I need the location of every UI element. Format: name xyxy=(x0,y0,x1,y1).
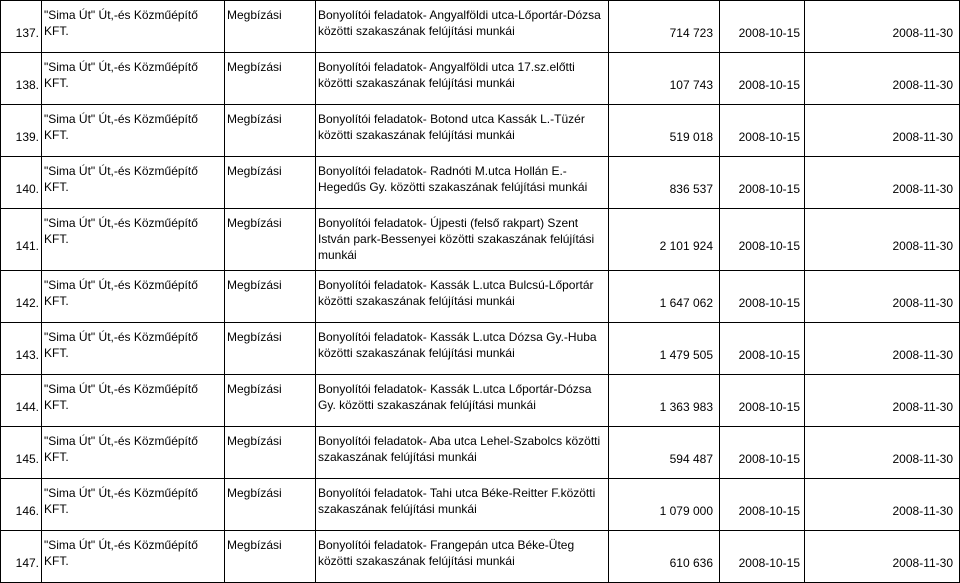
end-date: 2008-11-30 xyxy=(892,181,953,196)
contractor-name: "Sima Út" Út,-és Közműépítő KFT. xyxy=(42,323,225,375)
row-number: 147. xyxy=(15,555,39,570)
contract-description: Bonyolítói feladatok- Kassák L.utca Dózsa Gy.-Huba közötti szakaszának felújítási munkái xyxy=(316,323,609,375)
start-date: 2008-10-15 xyxy=(738,555,800,570)
table-row xyxy=(1,323,960,375)
contract-description: Bonyolítói feladatok- Angyalföldi utca 17.sz.előtti közötti szakaszának felújítási munkái xyxy=(316,53,609,105)
start-date: 2008-10-15 xyxy=(738,238,800,253)
contract-type: Megbízási xyxy=(225,323,316,375)
row-number: 144. xyxy=(15,399,39,414)
contractor-name: "Sima Út" Út,-és Közműépítő KFT. xyxy=(42,1,225,53)
table-row xyxy=(1,105,960,157)
end-date: 2008-11-30 xyxy=(892,238,953,253)
row-number: 142. xyxy=(15,295,39,310)
start-date: 2008-10-15 xyxy=(738,129,800,144)
row-number: 146. xyxy=(15,503,39,518)
contractor-name: "Sima Út" Út,-és Közműépítő KFT. xyxy=(42,375,225,427)
contractor-name: "Sima Út" Út,-és Közműépítő KFT. xyxy=(42,105,225,157)
contract-type: Megbízási xyxy=(225,53,316,105)
contract-amount: 594 487 xyxy=(669,451,713,466)
table-row xyxy=(1,375,960,427)
contractor-name: "Sima Út" Út,-és Közműépítő KFT. xyxy=(42,531,225,583)
contract-type: Megbízási xyxy=(225,531,316,583)
row-number: 145. xyxy=(15,451,39,466)
contract-amount: 714 723 xyxy=(669,25,713,40)
table-row xyxy=(1,157,960,209)
contract-type: Megbízási xyxy=(225,157,316,209)
row-number: 140. xyxy=(15,181,39,196)
contract-amount: 1 479 505 xyxy=(659,347,713,362)
table-row xyxy=(1,1,960,53)
contract-description: Bonyolítói feladatok- Újpesti (felső rakpart) Szent István park-Bessenyei közötti szakaszának felújítási munkái xyxy=(316,209,609,271)
table-row xyxy=(1,271,960,323)
contractor-name: "Sima Út" Út,-és Közműépítő KFT. xyxy=(42,53,225,105)
contract-description: Bonyolítói feladatok- Kassák L.utca Lőportár-Dózsa Gy. közötti szakaszának felújítási munkái xyxy=(316,375,609,427)
contract-description: Bonyolítói feladatok- Frangepán utca Béke-Üteg közötti szakaszának felújítási munkái xyxy=(316,531,609,583)
end-date: 2008-11-30 xyxy=(892,451,953,466)
contracts-table-body xyxy=(1,1,960,583)
table-row xyxy=(1,479,960,531)
end-date: 2008-11-30 xyxy=(892,77,953,92)
contract-description: Bonyolítói feladatok- Angyalföldi utca-Lőportár-Dózsa közötti szakaszának felújítási munkái xyxy=(316,1,609,53)
contract-amount: 2 101 924 xyxy=(659,238,713,253)
end-date: 2008-11-30 xyxy=(892,555,953,570)
contract-type: Megbízási xyxy=(225,479,316,531)
contract-description: Bonyolítói feladatok- Tahi utca Béke-Reitter F.közötti szakaszának felújítási munkái xyxy=(316,479,609,531)
contract-type: Megbízási xyxy=(225,1,316,53)
contract-amount: 107 743 xyxy=(669,77,713,92)
contract-amount: 1 079 000 xyxy=(659,503,713,518)
contractor-name: "Sima Út" Út,-és Közműépítő KFT. xyxy=(42,209,225,271)
contractor-name: "Sima Út" Út,-és Közműépítő KFT. xyxy=(42,479,225,531)
contract-amount: 519 018 xyxy=(669,129,713,144)
contract-description: Bonyolítói feladatok- Kassák L.utca Bulcsú-Lőportár közötti szakaszának felújítási munkái xyxy=(316,271,609,323)
contractor-name: "Sima Út" Út,-és Közműépítő KFT. xyxy=(42,157,225,209)
contractor-name: "Sima Út" Út,-és Közműépítő KFT. xyxy=(42,271,225,323)
contract-type: Megbízási xyxy=(225,105,316,157)
table-row xyxy=(1,53,960,105)
contract-type: Megbízási xyxy=(225,271,316,323)
row-number: 143. xyxy=(15,347,39,362)
contract-amount: 610 636 xyxy=(669,555,713,570)
contract-description: Bonyolítói feladatok- Botond utca Kassák L.-Tüzér közötti szakaszának felújítási munkái xyxy=(316,105,609,157)
row-number: 138. xyxy=(15,77,39,92)
start-date: 2008-10-15 xyxy=(738,25,800,40)
row-number: 141. xyxy=(15,238,39,253)
start-date: 2008-10-15 xyxy=(738,503,800,518)
end-date: 2008-11-30 xyxy=(892,25,953,40)
end-date: 2008-11-30 xyxy=(892,295,953,310)
table-row xyxy=(1,531,960,583)
end-date: 2008-11-30 xyxy=(892,347,953,362)
contract-amount: 836 537 xyxy=(669,181,713,196)
start-date: 2008-10-15 xyxy=(738,181,800,196)
contract-type: Megbízási xyxy=(225,427,316,479)
table-row xyxy=(1,209,960,271)
start-date: 2008-10-15 xyxy=(738,451,800,466)
end-date: 2008-11-30 xyxy=(892,503,953,518)
start-date: 2008-10-15 xyxy=(738,399,800,414)
contractor-name: "Sima Út" Út,-és Közműépítő KFT. xyxy=(42,427,225,479)
contract-description: Bonyolítói feladatok- Aba utca Lehel-Szabolcs közötti szakaszának felújítási munkái xyxy=(316,427,609,479)
start-date: 2008-10-15 xyxy=(738,295,800,310)
row-number: 139. xyxy=(15,129,39,144)
contract-amount: 1 647 062 xyxy=(659,295,713,310)
end-date: 2008-11-30 xyxy=(892,399,953,414)
start-date: 2008-10-15 xyxy=(738,77,800,92)
contract-amount: 1 363 983 xyxy=(659,399,713,414)
contract-type: Megbízási xyxy=(225,209,316,271)
contract-description: Bonyolítói feladatok- Radnóti M.utca Hollán E.-Hegedűs Gy. közötti szakaszának felújítási munkái xyxy=(316,157,609,209)
contract-type: Megbízási xyxy=(225,375,316,427)
row-number: 137. xyxy=(15,25,39,40)
table-row xyxy=(1,427,960,479)
end-date: 2008-11-30 xyxy=(892,129,953,144)
start-date: 2008-10-15 xyxy=(738,347,800,362)
